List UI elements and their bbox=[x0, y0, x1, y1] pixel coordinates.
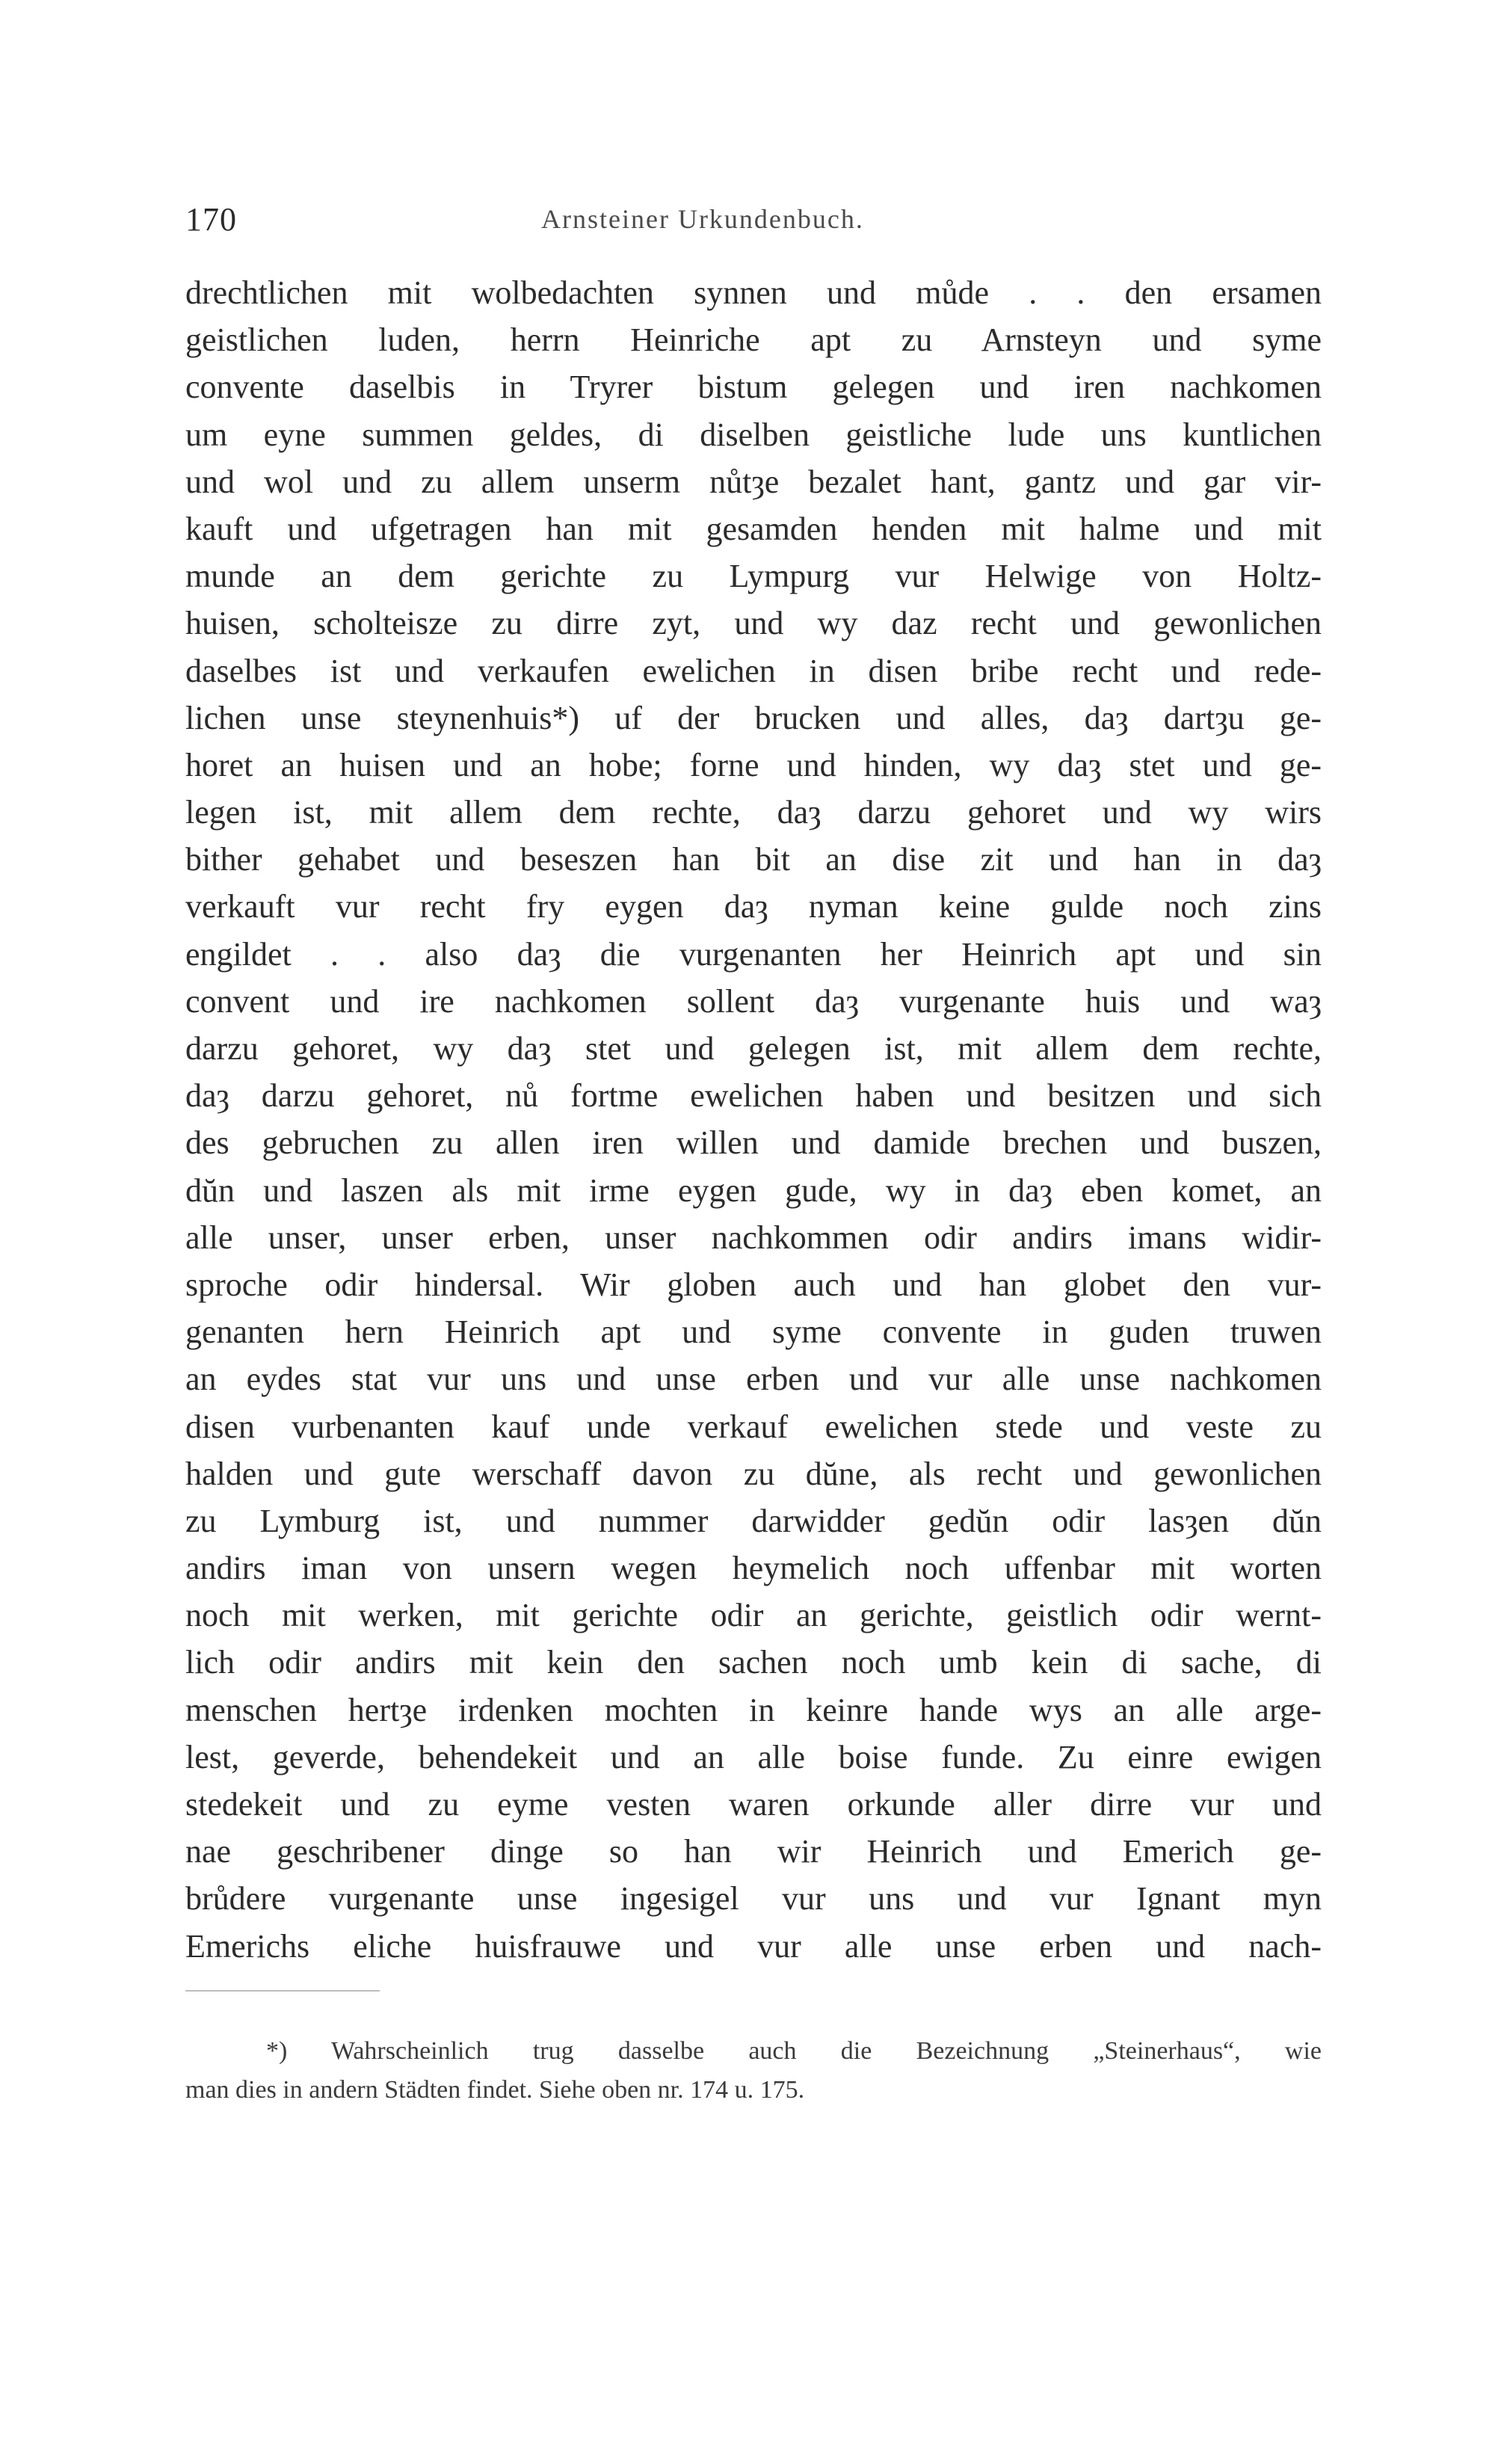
text-line: verkauft vur recht fry eygen daȝ nyman keine gulde noch zins bbox=[185, 888, 1322, 925]
text-line: bither gehabet und beseszen han bit an dise zit und han in daȝ bbox=[185, 841, 1322, 878]
text-line: lichen unse steynenhuis*) uf der brucken und alles, daȝ dartȝu ge- bbox=[185, 699, 1322, 736]
text-line: legen ist, mit allem dem rechte, daȝ darzu gehoret und wy wirs bbox=[185, 794, 1322, 831]
text-line: lest, geverde, behendekeit und an alle boise funde. Zu einre ewigen bbox=[185, 1738, 1322, 1775]
text-line: zu Lymburg ist, und nummer darwidder gedŭn odir lasȝen dŭn bbox=[185, 1502, 1322, 1539]
footnote-divider bbox=[185, 1990, 380, 1992]
text-line: an eydes stat vur uns und unse erben und vur alle unse nachkomen bbox=[185, 1361, 1322, 1398]
text-line: des gebruchen zu allen iren willen und damide brechen und buszen, bbox=[185, 1124, 1322, 1162]
text-line: um eyne summen geldes, di diselben geistliche lude uns kuntlichen bbox=[185, 416, 1322, 453]
body-text bbox=[185, 269, 1322, 1970]
text-line: dŭn und laszen als mit irme eygen gude, wy in daȝ eben komet, an bbox=[185, 1171, 1322, 1209]
text-line: drechtlichen mit wolbedachten synnen und můde . . den ersamen bbox=[185, 274, 1322, 311]
text-line: stedekeit und zu eyme vesten waren orkunde aller dirre vur und bbox=[185, 1786, 1322, 1823]
page-header bbox=[185, 200, 1322, 245]
footnote-line: man dies in andern Städten findet. Siehe oben nr. 174 u. 175. bbox=[185, 2076, 805, 2104]
text-line: huisen, scholteisze zu dirre zyt, und wy daz recht und gewonlichen bbox=[185, 605, 1322, 642]
text-line: nae geschribener dinge so han wir Heinrich und Emerich ge- bbox=[185, 1833, 1322, 1870]
page-number: 170 bbox=[185, 201, 237, 238]
text-line: noch mit werken, mit gerichte odir an gerichte, geistlich odir wernt- bbox=[185, 1597, 1322, 1634]
text-line: brůdere vurgenante unse ingesigel vur uns und vur Ignant myn bbox=[185, 1880, 1322, 1918]
footnotes bbox=[185, 2032, 1322, 2110]
text-line: lich odir andirs mit kein den sachen noch umb kein di sache, di bbox=[185, 1644, 1322, 1681]
text-line: Emerichs eliche huisfrauwe und vur alle unse erben und nach- bbox=[185, 1927, 1322, 1965]
text-line: convente daselbis in Tryrer bistum gelegen und iren nachkomen bbox=[185, 369, 1322, 406]
text-line: horet an huisen und an hobe; forne und hinden, wy daȝ stet und ge- bbox=[185, 746, 1322, 783]
text-line: darzu gehoret, wy daȝ stet und gelegen ist, mit allem dem rechte, bbox=[185, 1030, 1322, 1067]
text-line: daȝ darzu gehoret, nů fortme ewelichen haben und besitzen und sich bbox=[185, 1077, 1322, 1115]
text-line: halden und gute werschaff davon zu dŭne, als recht und gewonlichen bbox=[185, 1455, 1322, 1492]
text-line: munde an dem gerichte zu Lympurg vur Helwige von Holtz- bbox=[185, 558, 1322, 595]
text-line: genanten hern Heinrich apt und syme convente in guden truwen bbox=[185, 1313, 1322, 1351]
text-line: engildet . . also daȝ die vurgenanten her Heinrich apt und sin bbox=[185, 935, 1322, 973]
text-line: sproche odir hindersal. Wir globen auch und han globet den vur- bbox=[185, 1266, 1322, 1303]
text-line: andirs iman von unsern wegen heymelich noch uffenbar mit worten bbox=[185, 1550, 1322, 1587]
text-line: geistlichen luden, herrn Heinriche apt zu Arnsteyn und syme bbox=[185, 321, 1322, 359]
text-line: disen vurbenanten kauf unde verkauf ewelichen stede und veste zu bbox=[185, 1408, 1322, 1445]
text-line: convent und ire nachkomen sollent daȝ vurgenante huis und waȝ bbox=[185, 982, 1322, 1020]
text-line: und wol und zu allem unserm nůtȝe bezalet hant, gantz und gar vir- bbox=[185, 463, 1322, 500]
text-line: alle unser, unser erben, unser nachkommen odir andirs imans widir- bbox=[185, 1219, 1322, 1256]
footnote-line: *) Wahrscheinlich trug dasselbe auch die Bezeichnung „Steinerhaus“, wie bbox=[266, 2037, 1322, 2065]
text-line: kauft und ufgetragen han mit gesamden henden mit halme und mit bbox=[185, 510, 1322, 547]
text-line: daselbes ist und verkaufen ewelichen in disen bribe recht und rede- bbox=[185, 652, 1322, 689]
running-title: Arnsteiner Urkundenbuch. bbox=[541, 204, 864, 234]
text-line: menschen hertȝe irdenken mochten in keinre hande wys an alle arge- bbox=[185, 1691, 1322, 1728]
